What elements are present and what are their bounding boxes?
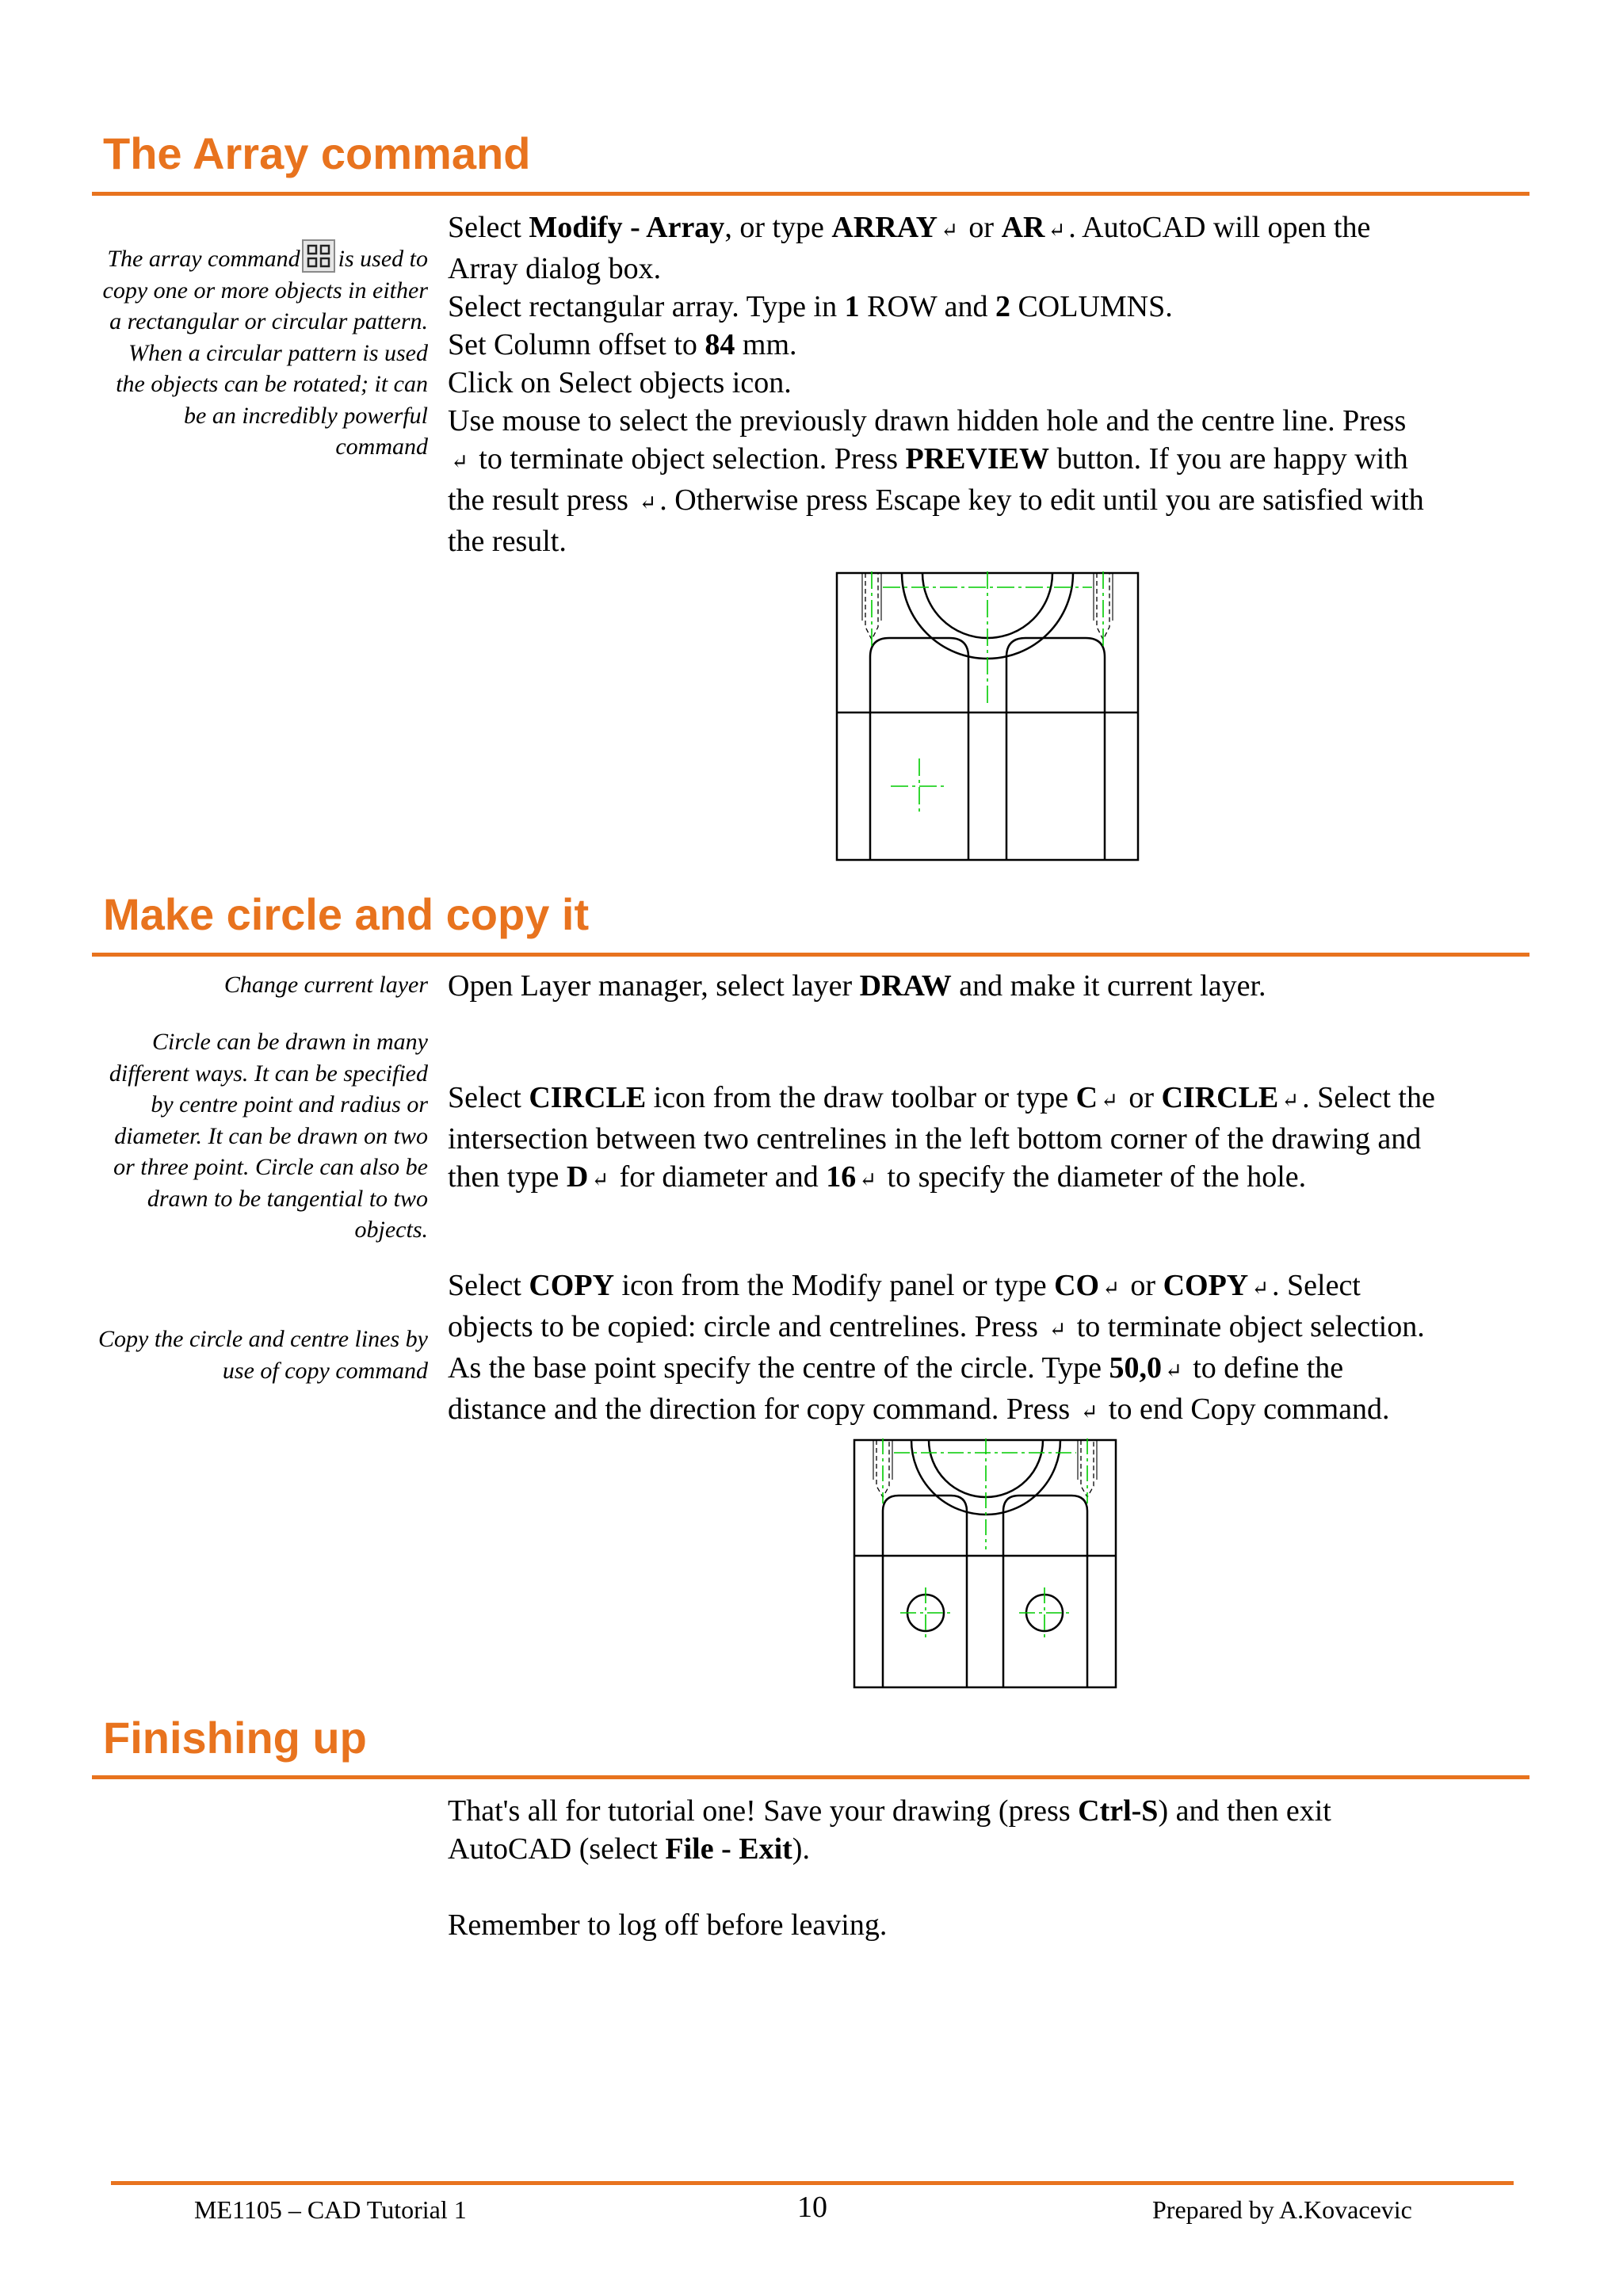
instruction-line: distance and the direction for copy command. Press ↵ to end Copy command. [448, 1392, 1390, 1426]
instruction-line: Array dialog box. [448, 252, 662, 285]
return-icon: ↵ [451, 450, 468, 473]
instruction-line: Select rectangular array. Type in 1 ROW and 2 COLUMNS. [448, 290, 1173, 323]
instruction-line: Select COPY icon from the Modify panel or type CO ↵ or COPY ↵ . Select [448, 1269, 1361, 1302]
margin-note-copy: Copy the circle and centre lines by use of copy command [98, 1326, 428, 1384]
return-icon: ↵ [1102, 1277, 1120, 1300]
instruction-line: intersection between two centrelines in the left bottom corner of the drawing and [448, 1122, 1422, 1156]
page-number: 10 [797, 2191, 827, 2224]
array-instructions [448, 208, 1533, 560]
heading-rule [92, 953, 1529, 957]
array-icon [302, 239, 335, 273]
margin-note-array [95, 239, 428, 463]
return-icon: ↵ [1048, 1318, 1067, 1341]
instruction-line: Click on Select objects icon. [448, 366, 792, 399]
instruction-line: Remember to log off before leaving. [448, 1908, 888, 1942]
return-icon: ↵ [1080, 1400, 1098, 1423]
return-icon: ↵ [859, 1168, 877, 1191]
section-heading-array: The Array command [103, 128, 531, 178]
margin-note-layer: Change current layer [223, 972, 428, 998]
cad-drawing-copy-result [853, 1438, 1117, 1689]
instruction-line: Open Layer manager, select layer DRAW and make it current layer. [448, 969, 1266, 1003]
instruction-line: the result press ↵ . Otherwise press Escape key to edit until you are satisfied with [448, 483, 1424, 517]
footer-course: ME1105 – CAD Tutorial 1 [194, 2195, 467, 2224]
heading-rule [92, 192, 1529, 196]
circle-instructions [448, 1079, 1533, 1199]
instruction-line: As the base point specify the centre of the circle. Type 50,0 ↵ to define the [448, 1351, 1344, 1385]
instruction-line: ↵ to terminate object selection. Press PREVIEW button. If you are happy with [448, 440, 1533, 481]
instruction-line: AutoCAD (select File - Exit). [448, 1832, 810, 1866]
section-heading-circle: Make circle and copy it [103, 889, 590, 939]
instruction-line: Use mouse to select the previously drawn hidden hole and the centre line. Press [448, 404, 1407, 437]
instruction-line: Select Modify - Array, or type ARRAY ↵ or AR ↵ . AutoCAD will open the [448, 211, 1371, 244]
heading-rule [92, 1775, 1529, 1779]
return-icon: ↵ [1281, 1089, 1300, 1112]
footer-rule [111, 2181, 1514, 2185]
return-icon: ↵ [591, 1168, 609, 1191]
instruction-line: Set Column offset to 84 mm. [448, 328, 797, 361]
return-icon: ↵ [941, 219, 958, 242]
return-icon: ↵ [1048, 219, 1066, 242]
instruction-line: Select CIRCLE icon from the draw toolbar or type C ↵ or CIRCLE ↵ . Select the [448, 1081, 1435, 1114]
return-icon: ↵ [1251, 1277, 1270, 1300]
instruction-line: That's all for tutorial one! Save your drawing (press Ctrl-S) and then exit [448, 1794, 1331, 1828]
finish-instructions [448, 1792, 1533, 1944]
copy-instructions [448, 1266, 1533, 1431]
note-text: is used to copy one or more objects in either a rectangular or circular pattern. When a circular pattern is used the objects can be rotated; it can be an incredibly powerful command [102, 246, 428, 460]
return-icon: ↵ [1164, 1359, 1182, 1382]
margin-note-circle: Circle can be drawn in many different ways. It can be specified by centre point and radius or diameter. It can be drawn on two or three point. Circle can also be drawn to be tangential to two objects. [109, 1029, 428, 1243]
section-heading-finish: Finishing up [103, 1713, 367, 1763]
instruction-line: objects to be copied: circle and centrelines. Press ↵ to terminate object selection. [448, 1310, 1425, 1343]
instruction-line: the result. [448, 525, 567, 558]
return-icon: ↵ [1101, 1089, 1118, 1112]
cad-drawing-array-result [835, 571, 1140, 861]
footer-author: Prepared by A.Kovacevic [1152, 2195, 1412, 2224]
instruction-line: then type D ↵ for diameter and 16 ↵ to specify the diameter of the hole. [448, 1160, 1307, 1194]
note-text: The array command [107, 246, 300, 272]
return-icon: ↵ [639, 491, 657, 514]
layer-instructions [448, 967, 1533, 1005]
